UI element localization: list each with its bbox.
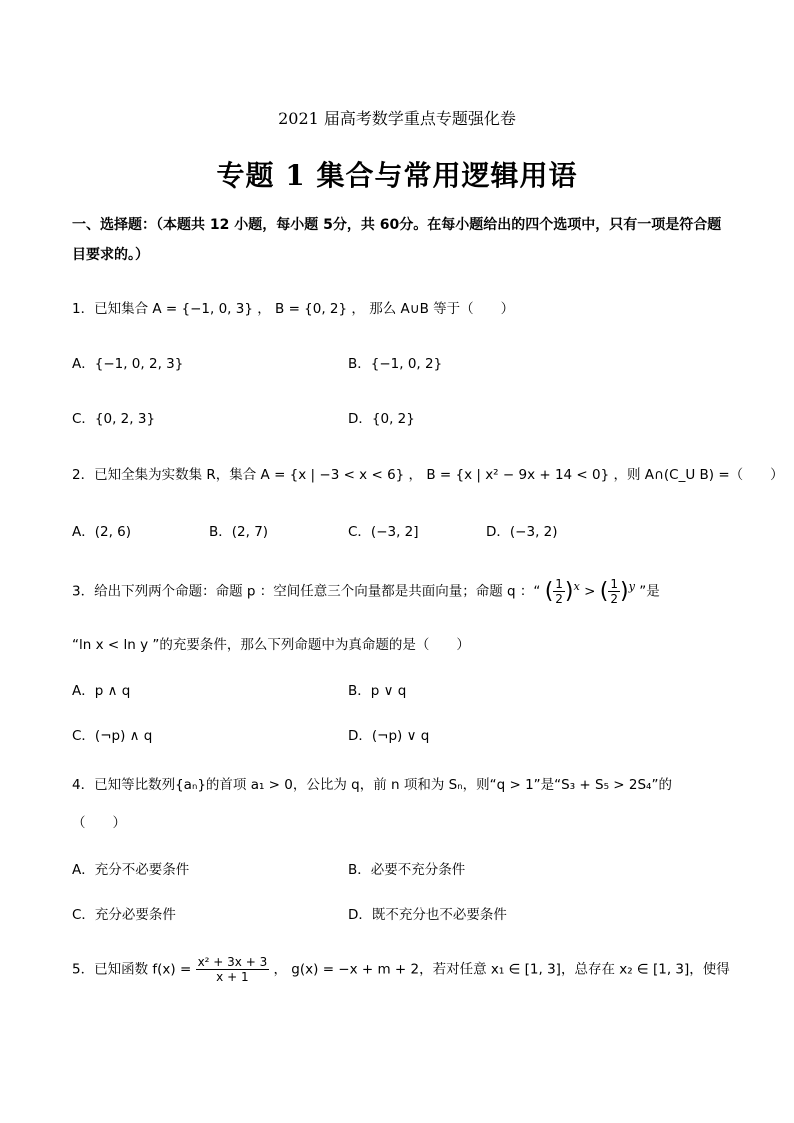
question-2-option-d: D．(−3, 2) — [486, 524, 558, 540]
question-5-stem — [72, 955, 730, 984]
question-3-option-c: C．(¬p) ∧ q — [72, 728, 153, 744]
question-1-stem: 1．已知集合 A = {−1, 0, 3} ， B = {0, 2} ， 那么 A∪B 等于（ ） — [72, 301, 515, 317]
question-3-stem-line2: “ln x < ln y ”的充要条件，那么下列命题中为真命题的是（ ） — [72, 637, 470, 653]
question-5-fraction: $\frac{\text{x² + 3x + 3}}{x + 1}$ — [197, 955, 268, 984]
question-3-option-a: A．p ∧ q — [72, 683, 131, 699]
section-heading: 一、选择题：（本题共 12 小题，每小题 5分，共 60分。在每小题给出的四个选项中，只有一项是符合题目要求的。） — [72, 217, 722, 263]
question-5-stem-text-a: 5．已知函数 f(x) = — [72, 961, 192, 978]
question-2-option-c: C．(−3, 2] — [348, 524, 419, 540]
question-1-option-c: C．{0, 2, 3} — [72, 411, 156, 427]
question-3-stem-text-a: 3．给出下列两个命题：命题 p ：空间任意三个向量都是共面向量；命题 q ：“ — [72, 583, 541, 600]
question-3-stem-text-b: ”是 — [639, 583, 660, 600]
question-3-fraction-right: $\frac{1}{2}$ — [610, 577, 619, 606]
question-3-option-d: D．(¬p) ∨ q — [348, 728, 430, 744]
question-4-stem-line1: 4．已知等比数列{aₙ}的首项 a₁ > 0，公比为 q，前 n 项和为 Sₙ，则“q > 1”是“S₃ + S₅ > 2S₄”的 — [72, 777, 672, 793]
question-2-stem: 2．已知全集为实数集 R，集合 A = {x | −3 < x < 6} ， B = {x | x² − 9x + 14 < 0} ，则 A∩(C_U B) =（ ） — [72, 467, 784, 483]
question-4-option-a: A．充分不必要条件 — [72, 862, 190, 878]
question-4-option-b: B．必要不充分条件 — [348, 862, 466, 878]
question-5-stem-text-b: ， g(x) = −x + m + 2，若对任意 x₁ ∈ [1, 3]，总存在 x₂ ∈ [1, 3]，使得 — [273, 961, 730, 978]
question-1-option-d: D．{0, 2} — [348, 411, 415, 427]
question-2-option-a: A．(2, 6) — [72, 524, 132, 540]
question-1-option-b: B．{−1, 0, 2} — [348, 356, 443, 372]
question-3-fraction-left: $\frac{1}{2}$ — [555, 577, 563, 606]
question-4-option-d: D．既不充分也不必要条件 — [348, 907, 507, 923]
question-1-option-a: A．{−1, 0, 2, 3} — [72, 356, 184, 372]
document-title: 专题 1 集合与常用逻辑用语 — [216, 159, 578, 192]
document-subtitle: 2021 届高考数学重点专题强化卷 — [278, 109, 516, 128]
question-3-option-b: B．p ∨ q — [348, 683, 407, 699]
question-4-stem-line2: （ ） — [72, 815, 126, 831]
question-3-stem-line1: 3．给出下列两个命题：命题 p ：空间任意三个向量都是共面向量；命题 q ：“ ( $\frac{1}{2}$ )$^x$ > ( $\frac{1}{2}$ )$^y$ ”是 — [72, 577, 660, 606]
question-2-option-b: B．(2, 7) — [209, 524, 269, 540]
question-4-option-c: C．充分必要条件 — [72, 907, 176, 923]
